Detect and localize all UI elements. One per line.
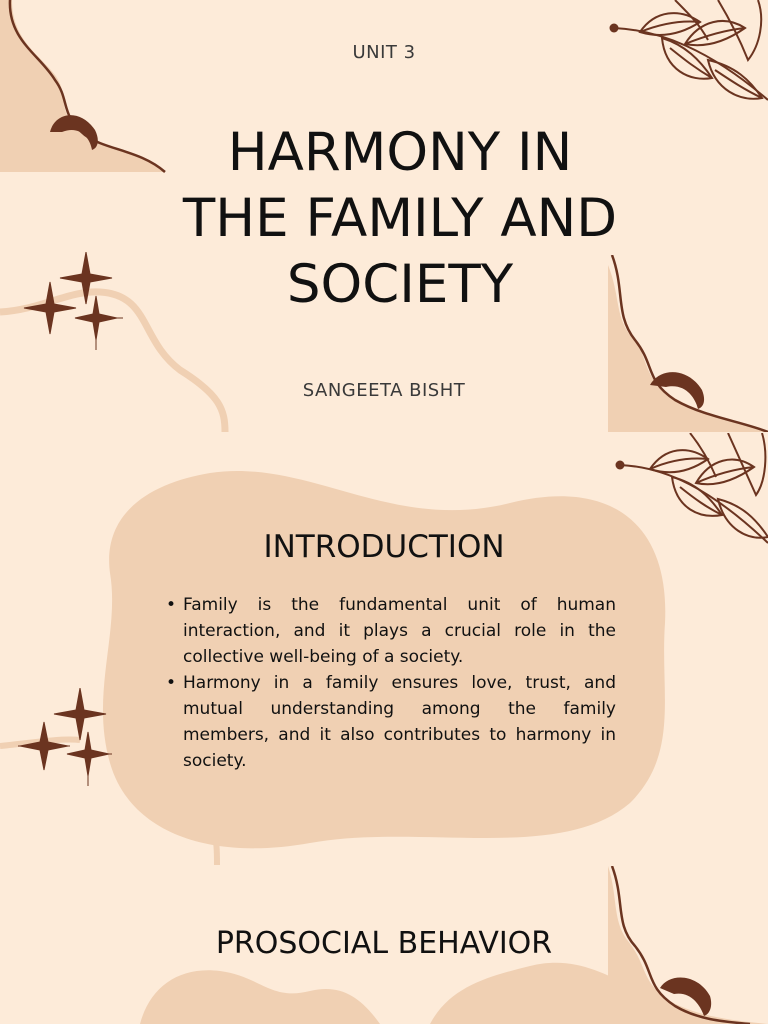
list-item: • Family is the fundamental unit of human interaction, and it plays a crucial role in the collective well-being of a society. bbox=[160, 592, 616, 670]
title-slide bbox=[0, 0, 768, 432]
sparkle-icon bbox=[18, 252, 128, 352]
prosocial-slide bbox=[0, 866, 768, 1024]
bullet-list bbox=[160, 592, 616, 774]
page-title: HARMONY IN THE FAMILY AND SOCIETY bbox=[182, 122, 618, 315]
wave-blob-icon bbox=[0, 0, 180, 175]
list-item: • Harmony in a family ensures love, trust, and mutual understanding among the family members, and it also contributes to harmony in society. bbox=[160, 670, 616, 774]
section-heading: INTRODUCTION bbox=[263, 529, 505, 565]
author-name: SANGEETA BISHT bbox=[302, 380, 466, 401]
introduction-slide bbox=[0, 433, 768, 865]
leaf-branch-icon bbox=[600, 0, 768, 140]
unit-label: UNIT 3 bbox=[352, 42, 416, 63]
section-heading: PROSOCIAL BEHAVIOR bbox=[215, 926, 553, 961]
sparkle-icon bbox=[0, 688, 130, 788]
wave-line-icon bbox=[205, 828, 225, 865]
